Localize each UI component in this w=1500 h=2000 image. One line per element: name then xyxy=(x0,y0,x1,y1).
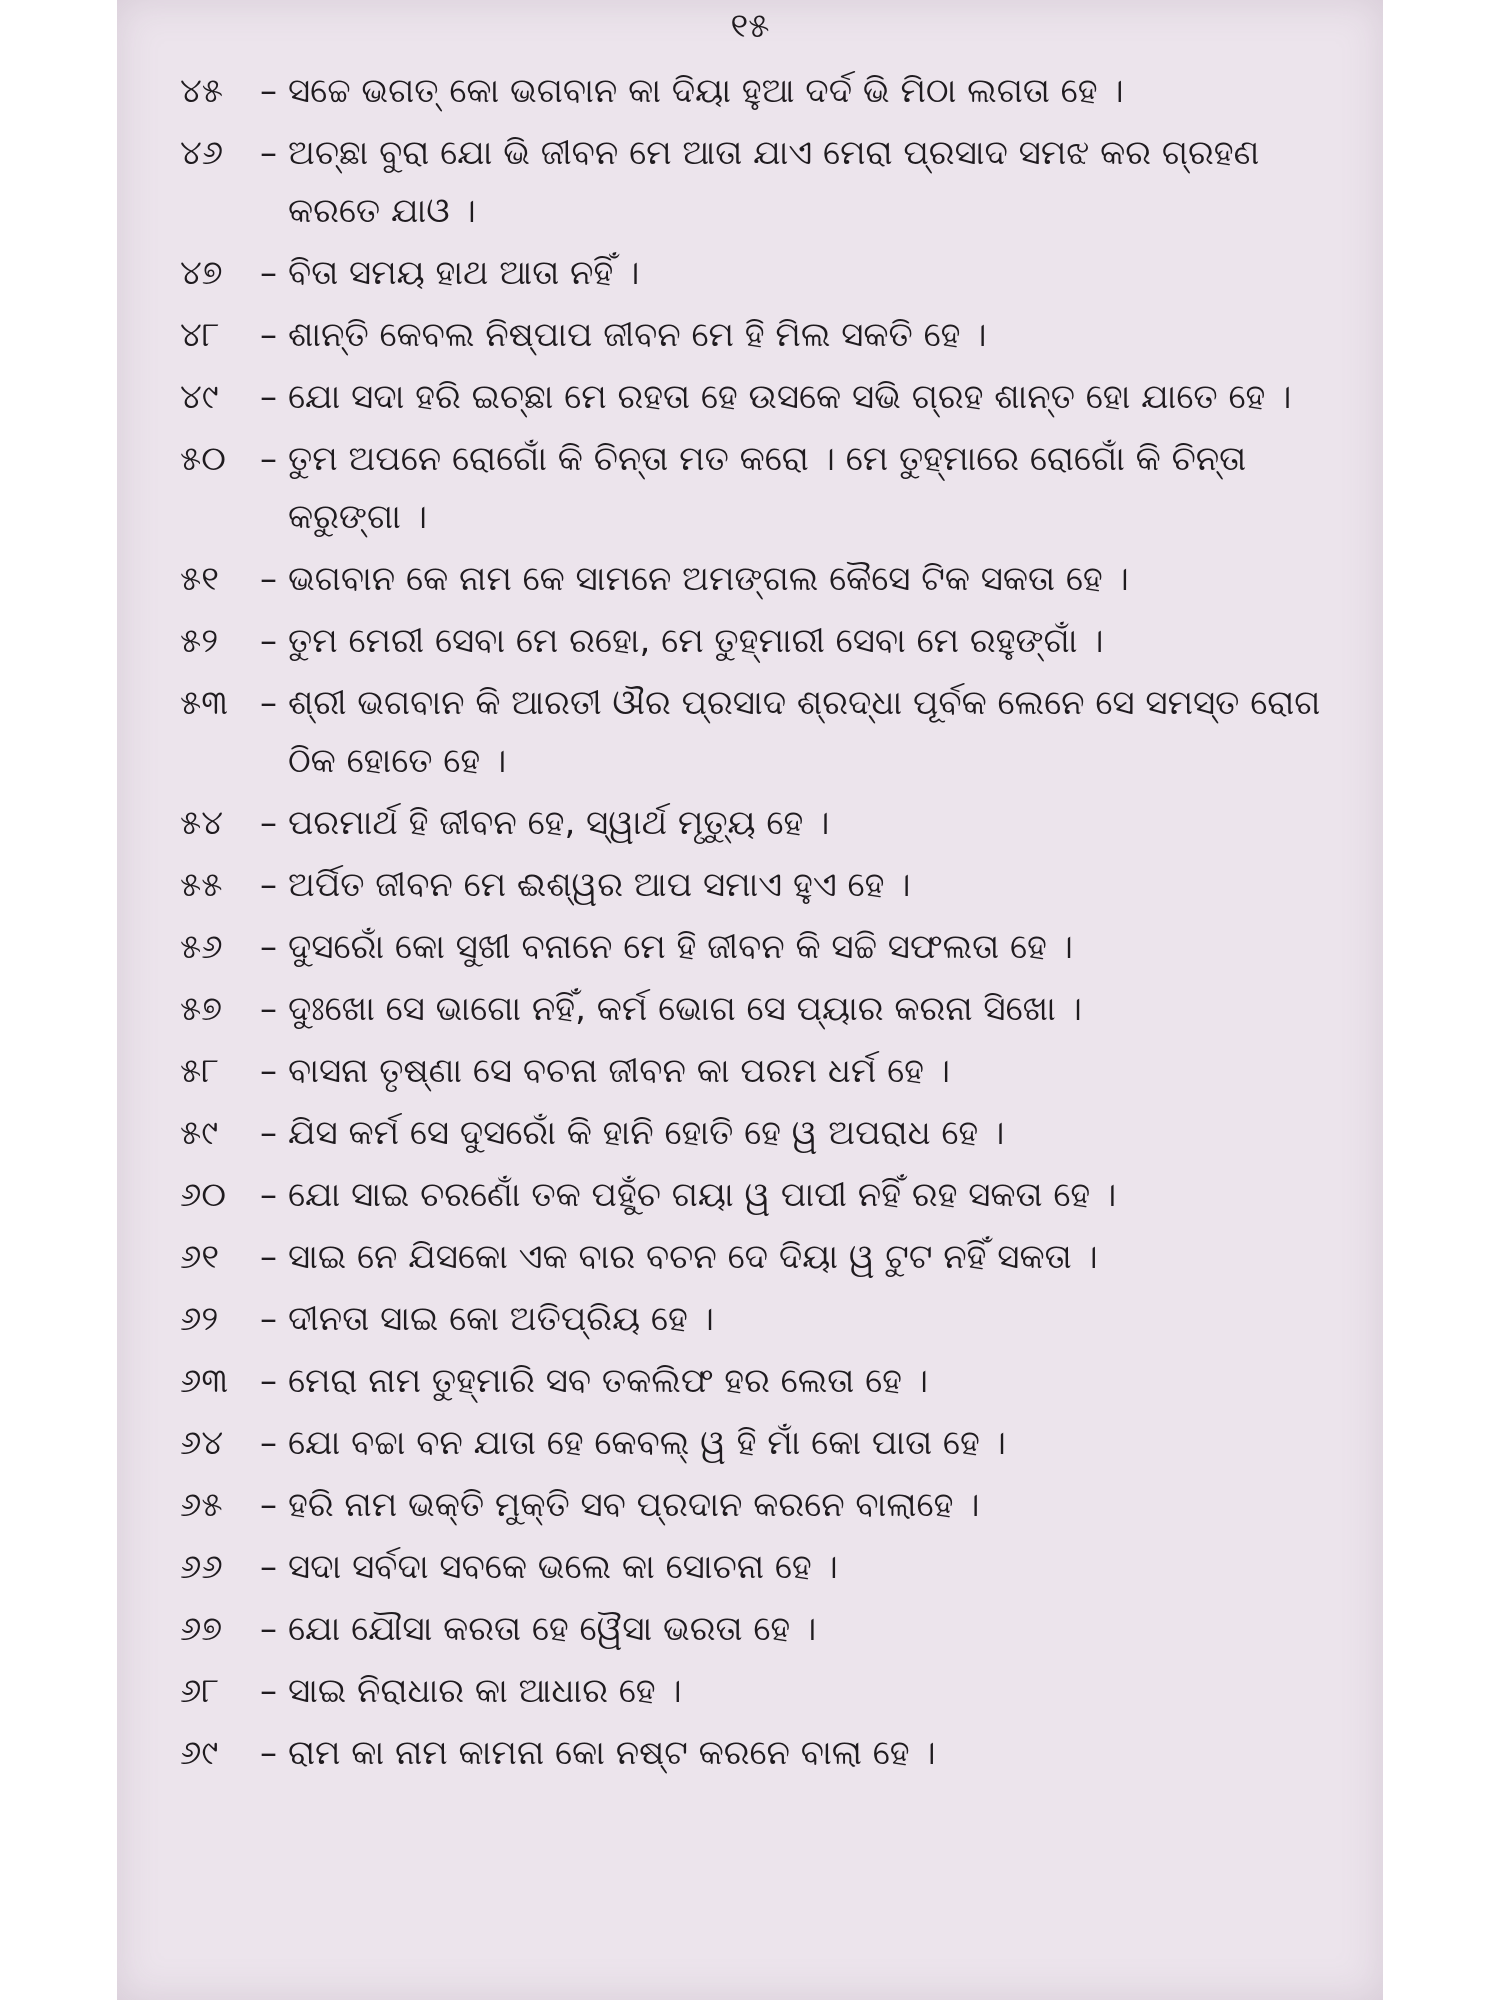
entry-dash: – xyxy=(260,1361,277,1401)
entry-text: ଯିସ କର୍ମ ସେ ଦୁସରୋଁ କି ହାନି ହୋତି ହେ ୱ ଅପରାଧ ହେ । xyxy=(288,1113,1005,1153)
entry-number: ୬୦ xyxy=(180,1175,226,1215)
list-item xyxy=(180,1600,1360,1658)
entry-dash: – xyxy=(260,683,277,723)
list-item xyxy=(180,1166,1360,1224)
entry-dash: – xyxy=(260,1671,277,1711)
list-item xyxy=(180,124,1360,240)
entry-number: ୬୯ xyxy=(180,1733,219,1773)
entry-dash: – xyxy=(260,133,277,173)
entry-text: ରାମ କା ନାମ କାମନା କୋ ନଷ୍ଟ କରନେ ବାଲା ହେ । xyxy=(288,1733,936,1773)
entry-number: ୫୯ xyxy=(180,1113,219,1153)
entry-text: ଦୁସରୋଁ କୋ ସୁଖୀ ବନାନେ ମେ ହି ଜୀବନ କି ସଚ୍ଚି ସଫଲତା ହେ । xyxy=(288,927,1073,967)
list-item xyxy=(180,62,1360,120)
entry-dash: – xyxy=(260,1547,277,1587)
list-item xyxy=(180,918,1360,976)
entry-dash: – xyxy=(260,1051,277,1091)
entry-text: ପରମାର୍ଥ ହି ଜୀବନ ହେ, ସ୍ୱାର୍ଥ ମୃତ୍ୟୁ ହେ । xyxy=(288,803,830,843)
entry-number: ୫୧ xyxy=(180,559,219,599)
list-item xyxy=(180,1352,1360,1410)
entry-text: ବିତା ସମୟ ହାଥ ଆତା ନହିଁ । xyxy=(288,253,640,293)
entry-number: ୫୫ xyxy=(180,865,223,905)
entry-dash: – xyxy=(260,989,277,1029)
entry-text: ସଦା ସର୍ବଦା ସବକେ ଭଲେ କା ସୋଚନା ହେ । xyxy=(288,1547,838,1587)
entry-dash: – xyxy=(260,1175,277,1215)
list-item xyxy=(180,1476,1360,1534)
entry-number: ୫୬ xyxy=(180,927,223,967)
entry-dash: – xyxy=(260,621,277,661)
entry-text: ତୁମ ଅପନେ ରୋଗୋଁ କି ଚିନ୍ତା ମତ କରୋ । ମେ ତୁହ୍ମାରେ ରୋଗୋଁ କି ଚିନ୍ତା କରୁଙ୍ଗା । xyxy=(288,439,1247,537)
entry-text: ଦୀନତା ସାଇ କୋ ଅତିପ୍ରିୟ ହେ । xyxy=(288,1299,714,1339)
entry-text: ଯୋ ଯୌସା କରତା ହେ ୱୈସା ଭରତା ହେ । xyxy=(288,1609,817,1649)
entry-text: ସାଇ ନେ ଯିସକୋ ଏକ ବାର ବଚନ ଦେ ଦିୟା ୱ ଟୁଟ ନହିଁ ସକତା । xyxy=(288,1237,1098,1277)
entry-dash: – xyxy=(260,1423,277,1463)
list-item xyxy=(180,1662,1360,1720)
entry-dash: – xyxy=(260,439,277,479)
list-item xyxy=(180,306,1360,364)
list-item xyxy=(180,1414,1360,1472)
entry-dash: – xyxy=(260,927,277,967)
list-item xyxy=(180,1724,1360,1782)
entry-number: ୫୭ xyxy=(180,989,223,1029)
entry-dash: – xyxy=(260,803,277,843)
entry-number: ୫୩ xyxy=(180,683,228,723)
entry-dash: – xyxy=(260,1113,277,1153)
entry-number: ୫୦ xyxy=(180,439,226,479)
entry-text: ତୁମ ମେରୀ ସେବା ମେ ରହୋ, ମେ ତୁହ୍ମାରୀ ସେବା ମେ ରହୁଙ୍ଗାଁ । xyxy=(288,621,1104,661)
entry-text: ଶାନ୍ତି କେବଲ ନିଷ୍ପାପ ଜୀବନ ମେ ହି ମିଲ ସକତି ହେ । xyxy=(288,315,987,355)
entry-text: ଯୋ ସାଇ ଚରଣୋଁ ତକ ପହୁଁଚ ଗୟା ୱ ପାପୀ ନହିଁ ରହ ସକତା ହେ । xyxy=(288,1175,1117,1215)
entry-number: ୬୭ xyxy=(180,1609,223,1649)
entry-dash: – xyxy=(260,1299,277,1339)
list-item xyxy=(180,1042,1360,1100)
entry-dash: – xyxy=(260,559,277,599)
list-item xyxy=(180,1104,1360,1162)
entry-dash: – xyxy=(260,71,277,111)
list-item xyxy=(180,980,1360,1038)
list-item xyxy=(180,1538,1360,1596)
entry-text: ମେରା ନାମ ତୁହ୍ମାରି ସବ ତକଲିଫ ହର ଲେତା ହେ । xyxy=(288,1361,929,1401)
entry-number: ୫୨ xyxy=(180,621,219,661)
entry-number: ୬୮ xyxy=(180,1671,220,1711)
entry-number: ୪୮ xyxy=(180,315,220,355)
entry-number: ୫୪ xyxy=(180,803,224,843)
entry-number: ୪୯ xyxy=(180,377,219,417)
list-item xyxy=(180,430,1360,546)
entry-text: ହରି ନାମ ଭକ୍ତି ମୁକ୍ତି ସବ ପ୍ରଦାନ କରନେ ବାଲାହେ । xyxy=(288,1485,980,1525)
entry-number: ୫୮ xyxy=(180,1051,219,1091)
entry-dash: – xyxy=(260,1609,277,1649)
entry-text: ଦୁଃଖୋ ସେ ଭାଗୋ ନହିଁ, କର୍ମ ଭୋଗ ସେ ପ୍ୟାର କରନା ସିଖୋ । xyxy=(288,989,1082,1029)
list-item xyxy=(180,1290,1360,1348)
entry-dash: – xyxy=(260,1237,277,1277)
entry-list xyxy=(180,62,1360,1786)
entry-text: ଅଚ୍ଛା ବୁରା ଯୋ ଭି ଜୀବନ ମେ ଆତା ଯାଏ ମେରା ପ୍ରସାଦ ସମଝ କର ଗ୍ରହଣ କରତେ ଯାଓ । xyxy=(288,133,1260,231)
book-page xyxy=(117,0,1383,2000)
entry-text: ବାସନା ତୃଷ୍ଣା ସେ ବଚନା ଜୀବନ କା ପରମ ଧର୍ମ ହେ । xyxy=(288,1051,951,1091)
entry-dash: – xyxy=(260,315,277,355)
entry-number: ୬୨ xyxy=(180,1299,219,1339)
entry-number: ୬୪ xyxy=(180,1423,224,1463)
entry-number: ୪୬ xyxy=(180,133,224,173)
entry-text: ସଚ୍ଚେ ଭଗତ୍ କୋ ଭଗବାନ କା ଦିୟା ହୁଆ ଦର୍ଦ ଭି ମିଠା ଲଗତା ହେ । xyxy=(288,71,1124,111)
entry-dash: – xyxy=(260,1485,277,1525)
page-number: ୧୫ xyxy=(730,6,770,46)
entry-dash: – xyxy=(260,377,277,417)
entry-number: ୬୫ xyxy=(180,1485,223,1525)
entry-text: ଯୋ ବଚ୍ଚା ବନ ଯାତା ହେ କେବଲ୍ ୱ ହି ମାଁ କୋ ପାତା ହେ । xyxy=(288,1423,1006,1463)
entry-dash: – xyxy=(260,253,277,293)
entry-dash: – xyxy=(260,1733,277,1773)
list-item xyxy=(180,612,1360,670)
entry-dash: – xyxy=(260,865,277,905)
entry-number: ୬୧ xyxy=(180,1237,220,1277)
entry-text: ଶ୍ରୀ ଭଗବାନ କି ଆରତୀ ଔର ପ୍ରସାଦ ଶ୍ରଦ୍ଧା ପୂର୍ବକ ଲେନେ ସେ ସମସ୍ତ ରୋଗ ଠିକ ହୋତେ ହେ । xyxy=(288,683,1321,781)
entry-text: ଅର୍ପିତ ଜୀବନ ମେ ଈଶ୍ୱର ଆପ ସମାଏ ହୁଏ ହେ । xyxy=(288,865,911,905)
list-item xyxy=(180,794,1360,852)
entry-number: ୪୫ xyxy=(180,71,224,111)
entry-text: ଭଗବାନ କେ ନାମ କେ ସାମନେ ଅମଙ୍ଗଲ କୈସେ ଟିକ ସକତା ହେ । xyxy=(288,559,1129,599)
list-item xyxy=(180,550,1360,608)
entry-text: ଯୋ ସଦା ହରି ଇଚ୍ଛା ମେ ରହତା ହେ ଉସକେ ସଭି ଗ୍ରହ ଶାନ୍ତ ହୋ ଯାତେ ହେ । xyxy=(288,377,1292,417)
entry-number: ୬୩ xyxy=(180,1361,229,1401)
list-item xyxy=(180,856,1360,914)
list-item xyxy=(180,674,1360,790)
entry-text: ସାଇ ନିରାଧାର କା ଆଧାର ହେ । xyxy=(288,1671,682,1711)
entry-number: ୪୭ xyxy=(180,253,223,293)
list-item xyxy=(180,244,1360,302)
list-item xyxy=(180,1228,1360,1286)
list-item xyxy=(180,368,1360,426)
entry-number: ୬୬ xyxy=(180,1547,223,1587)
